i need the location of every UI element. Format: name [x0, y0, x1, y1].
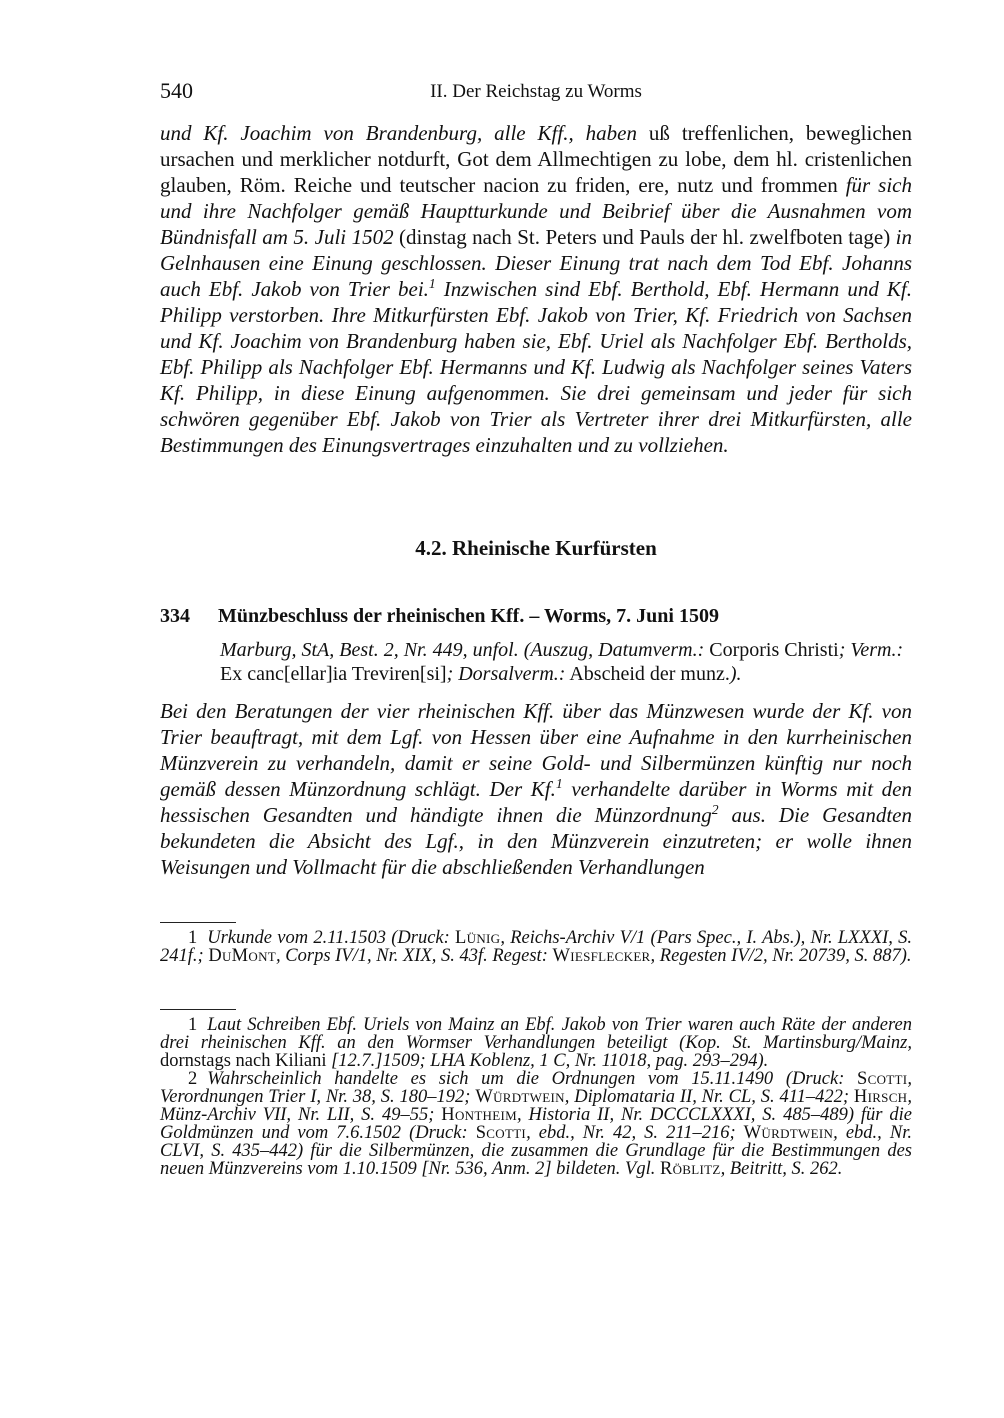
footnotes-lower [160, 1016, 912, 1178]
footnote-text: , Historia II, Nr. DCCCLXXXI, S. 485–489) für die Goldmünzen und vom 7.6.1502 (Druck: [160, 1105, 912, 1143]
author-name: Lünig [455, 928, 501, 948]
page-number: 540 [160, 78, 193, 103]
author-name: Würdtwein [475, 1087, 565, 1107]
intro-text: Inzwischen sind Ebf. Berthold, Ebf. Hermann und Kf. Philipp verstorben. Ihre Mitkurfürsten Ebf. Jakob von Trier, Kf. Friedrich von Sachsen und Kf. Joachim von Brandenburg haben sie, Ebf. Uriel als Nachfolger Ebf. Bertholds, Ebf. Philipp als Nachfolger Ebf. Hermanns und Kf. Ludwig als Nachfolger seines Vaters Kf. Philipp, in diese Einung aufgenommen. Sie drei gemeinsam und jeder für sich schwören gegenüber Ebf. Jakob von Trier als Vertreter ihrer drei Mitkurfürsten, alle Bestimmungen des Einungsvertrages einzuhalten und zu vollziehen. [160, 277, 912, 457]
footnote-text: , Reichs-Archiv V/1 (Pars Spec., I. Abs.), Nr. LXXXI, S. 241f.; [160, 928, 912, 966]
source-text: Ex canc[ellar]ia Treviren[si] [220, 663, 447, 685]
author-name: Wiesflecker [552, 946, 651, 966]
footnote-text: , Münz-Archiv VII, Nr. LII, S. 49–55; [160, 1087, 912, 1125]
footnote-text: , Verordnungen Trier I, Nr. 38, S. 180–192; [160, 1069, 912, 1107]
author-name: Hirsch [853, 1087, 908, 1107]
footnote-text: Laut Schreiben Ebf. Uriels von Mainz an Ebf. Jakob von Trier waren auch Räte der anderen drei rheinischen Kff. an den Wormser Verhandlungen beteiligt (Kop. St. Martinsburg/Mainz, [160, 1015, 912, 1053]
intro-text: (dinstag nach St. Peters und Pauls der hl. zwelfboten tage) [393, 225, 896, 249]
entry-heading [160, 605, 912, 628]
source-text: Abscheid der munz. [565, 663, 730, 685]
section-heading: 4.2. Rheinische Kurfürsten [415, 536, 657, 560]
regest-text: aus. Die Gesandten bekundeten die Absicht des Lgf., in den Münzverein einzutreten; er wolle ihnen Weisungen und Vollmacht für die abschließenden Verhandlungen [160, 803, 912, 879]
source-text: ). [729, 663, 742, 685]
source-text: ; Dorsalverm.: [446, 663, 566, 685]
footnote [160, 929, 912, 965]
author-name: Scotti [475, 1123, 527, 1143]
intro-text: für sich und ihre Nachfolger gemäß Hauptturkunde und Beibrief über die Ausnahmen vom Bündnisfall am 5. Juli 1502 [160, 173, 913, 249]
footnote-number: 1 [188, 928, 198, 948]
footnote-rule [160, 1009, 236, 1010]
footnote-text: , Diplomataria II, Nr. CL, S. 411–422; [564, 1087, 854, 1107]
author-name: Scotti [857, 1069, 908, 1089]
footnote-text: , ebd., Nr. CLVI, S. 435–442) für die Silbermünzen, die zusammen die Grundlage für die Bestimmungen des neuen Münzvereins vom 1.10.1509 [Nr. 536, Anm. 2] bildeten. Vgl. [160, 1123, 912, 1179]
intro-text: uß treffenlichen, beweglichen ursachen und merklicher notdurft, Got dem Allmechtigen zu lobe, dem hl. cristenlichen glauben, Röm. Reiche und teutscher nacion zu friden, ere, nutz und frommen [160, 121, 912, 197]
footnote-reference: 1 [555, 776, 563, 791]
footnote-text: [12.7.]1509; LHA Koblenz, 1 C, Nr. 11018, pag. 293–294). [331, 1051, 769, 1071]
footnote-text: dornstags nach Kiliani [160, 1051, 332, 1071]
footnotes-upper [160, 929, 912, 965]
footnote-number: 2 [188, 1069, 198, 1089]
source-note [220, 638, 912, 686]
footnote [160, 1016, 912, 1070]
author-name: Röblitz [659, 1159, 721, 1179]
footnote-rule [160, 922, 236, 923]
footnote-text: , ebd., Nr. 42, S. 211–216; [526, 1123, 744, 1143]
regest-paragraph [160, 698, 912, 880]
regest-text: verhandelte darüber in Worms mit den hessischen Gesandten und händigte ihnen die Münzordnung [160, 777, 912, 827]
footnote [160, 1070, 912, 1178]
footnote-reference: 2 [711, 802, 719, 817]
author-name: Hontheim [441, 1105, 517, 1125]
source-text: ; Verm.: [838, 639, 904, 661]
footnote-text: Urkunde vom 2.11.1503 (Druck: [207, 928, 456, 948]
entry-title: Münzbeschluss der rheinischen Kff. – Worms, 7. Juni 1509 [218, 605, 719, 627]
footnote-reference: 1 [428, 276, 436, 291]
footnote-text: , Corps IV/1, Nr. XIX, S. 43f. Regest: [276, 946, 553, 966]
footnote-number: 1 [188, 1015, 198, 1035]
footnote-text: , Regesten IV/2, Nr. 20739, S. 887). [650, 946, 912, 966]
source-text: Marburg, StA, Best. 2, Nr. 449, unfol. (Auszug, Datumverm.: [220, 639, 705, 661]
entry-number: 334 [160, 605, 190, 627]
running-title: II. Der Reichstag zu Worms [430, 81, 642, 102]
intro-text: in Gelnhausen eine Einung geschlossen. Dieser Einung trat nach dem Tod Ebf. Johanns auch Ebf. Jakob von Trier bei. [160, 225, 912, 301]
source-text: Corporis Christi [704, 639, 839, 661]
author-name: Würdtwein [743, 1123, 834, 1143]
intro-text: und Kf. Joachim von Brandenburg, alle Kff., haben [160, 121, 637, 145]
footnote-text: , Beitritt, S. 262. [720, 1159, 843, 1179]
intro-paragraph [160, 120, 912, 458]
running-header [160, 78, 912, 108]
regest-text: Bei den Beratungen der vier rheinischen Kff. über das Münzwesen wurde der Kf. von Trier beauftragt, mit dem Lgf. von Hessen über eine Aufnahme in den kurrheinischen Münzverein zu verhandeln, damit er seine Gold- und Silbermünzen künftig nur noch gemäß dessen Münzordnung schlägt. Der Kf. [160, 699, 912, 801]
footnote-text: Wahrscheinlich handelte es sich um die Ordnungen vom 15.11.1490 (Druck: [207, 1069, 858, 1089]
author-name: DuMont [208, 946, 277, 966]
